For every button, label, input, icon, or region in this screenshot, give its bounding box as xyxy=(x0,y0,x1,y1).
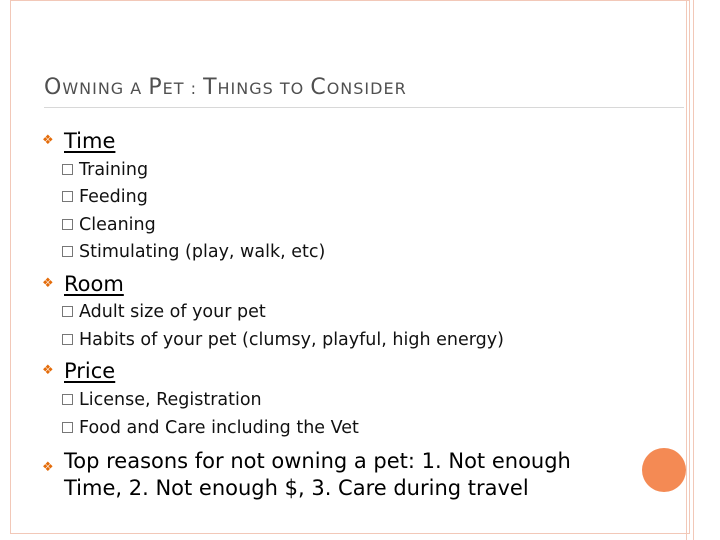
section-heading-label: Price xyxy=(64,359,116,383)
closing-line: Top reasons for not owning a pet: 1. Not enough xyxy=(64,449,571,473)
checkbox-bullet-icon xyxy=(62,191,73,202)
section-heading-room xyxy=(42,272,124,296)
diamond-bullet-icon: ❖ xyxy=(42,276,54,291)
list-item xyxy=(79,160,148,180)
list-item-label: Adult size of your pet xyxy=(79,302,266,322)
list-item-label: License, Registration xyxy=(79,390,262,410)
list-item-label: Training xyxy=(79,160,149,180)
title-cap: C xyxy=(310,75,327,100)
checkbox-bullet-icon xyxy=(62,246,73,257)
checkbox-bullet-icon xyxy=(62,219,73,230)
title-divider xyxy=(44,107,684,108)
section-heading-time xyxy=(42,129,116,153)
section-heading-label: Time xyxy=(64,129,116,153)
closing-bullet xyxy=(42,448,571,502)
list-item xyxy=(79,302,266,322)
closing-line: Time, 2. Not enough $, 3. Care during travel xyxy=(64,476,529,500)
diamond-bullet-icon: ❖ xyxy=(42,363,54,378)
diamond-bullet-icon: ❖ xyxy=(42,460,54,475)
slide-frame-right-bar xyxy=(686,0,694,540)
title-cap: T xyxy=(203,75,218,100)
list-item-label: Feeding xyxy=(79,187,148,207)
list-item xyxy=(79,215,156,235)
list-item-label: Cleaning xyxy=(79,215,156,235)
list-item xyxy=(79,330,504,350)
title-text: HINGS TO xyxy=(217,79,311,98)
list-item xyxy=(79,187,148,207)
checkbox-bullet-icon xyxy=(62,306,73,317)
title-text: ONSIDER xyxy=(326,79,407,98)
list-item-label: Stimulating (play, walk, etc) xyxy=(79,242,326,262)
list-item xyxy=(79,418,359,438)
list-item-label: Habits of your pet (clumsy, playful, high energy) xyxy=(79,330,504,350)
checkbox-bullet-icon xyxy=(62,334,73,345)
checkbox-bullet-icon xyxy=(62,394,73,405)
decorative-orange-circle xyxy=(642,448,686,492)
list-item xyxy=(79,242,325,262)
section-heading-label: Room xyxy=(64,272,124,296)
section-heading-price xyxy=(42,359,116,383)
checkbox-bullet-icon xyxy=(62,422,73,433)
diamond-bullet-icon: ❖ xyxy=(42,133,54,148)
checkbox-bullet-icon xyxy=(62,164,73,175)
title-text: WNING A xyxy=(62,79,149,98)
list-item xyxy=(79,390,262,410)
title-text: ET : xyxy=(162,79,204,98)
title-cap: P xyxy=(148,75,163,100)
slide-title xyxy=(44,75,407,100)
title-cap: O xyxy=(44,75,63,100)
list-item-label: Food and Care including the Vet xyxy=(79,418,359,438)
